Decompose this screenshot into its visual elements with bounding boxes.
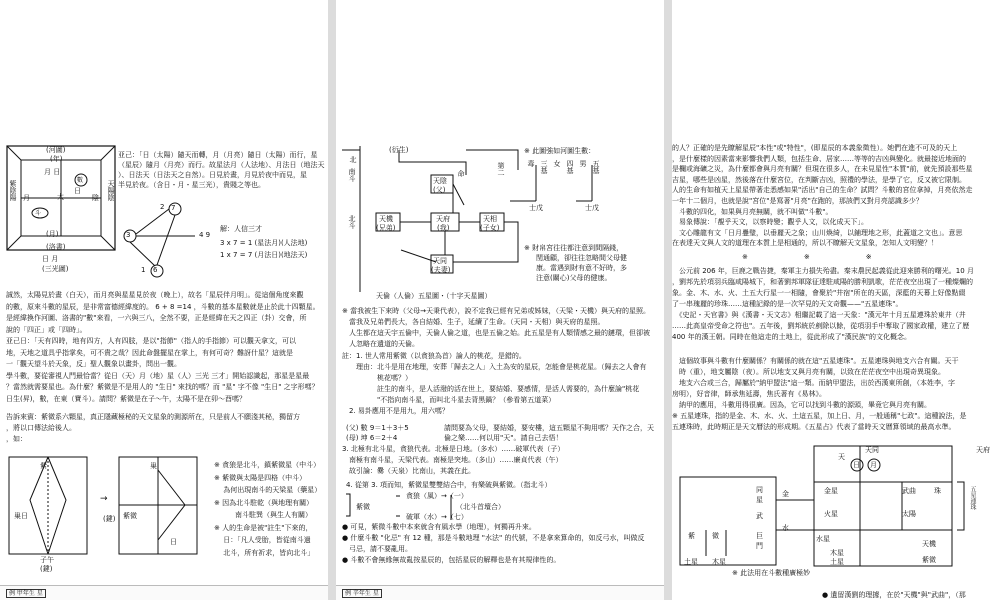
moon-circle-label: 月	[870, 461, 877, 469]
text-line: 2. 易卦應用不是用九，用六嗎？	[342, 407, 449, 415]
num-7: 7	[171, 204, 176, 212]
formula-note-2: 倫之樂……何以用"天"。請自己去悟！	[444, 434, 563, 442]
text-line: 在表達天文與人文的道理在本質上是相通的，所以不瞭解天文星象，怎知人文明變？！	[672, 239, 938, 248]
beidou-side: 北	[349, 156, 357, 163]
text-line: 註：1. 世人常用紫微（以貪狼為首）論人的桃花，是錯的。	[342, 352, 526, 360]
pojun-label: 破軍（水）→（七）	[406, 513, 468, 521]
num-2: 2	[160, 203, 165, 211]
column-label: 女	[553, 160, 561, 167]
text-line: ，是什麼樣的因素當來影響我們人類，包括生命、居家……等等的吉凶與變化。就最接近地面的	[672, 154, 966, 163]
column-label: 毒	[527, 160, 535, 167]
hetu-top-label: (河圖)	[46, 146, 66, 154]
tu-label: 土星	[830, 558, 844, 566]
right-note-2: ※ 財帛宮往往都注意到間隔錢，	[524, 244, 624, 252]
sanguang-caption: (三光圖)	[42, 265, 69, 273]
left-side-label: 紫陰陽	[9, 180, 17, 201]
text-line: 弓忌，請不要亂用。	[342, 545, 412, 553]
taiyang-label: 太陽	[902, 510, 916, 518]
text-line: 北斗，所有祈求，皆向北斗」	[214, 548, 315, 557]
arrow-icon: →	[100, 494, 108, 504]
text-line: 文心雕龍有文「日月疊璧，以垂麗天之象；山川煥綺，以鋪理地之形，此蓋道之文也」。意思	[672, 228, 963, 237]
box2-bottom: 日	[170, 538, 177, 546]
solution-2: 3 x 7 = 1 (星法月)(人法地)	[220, 239, 308, 247]
text-line: 地支六合或三合，歸屬於"納甲盟法"這一類。而納甲盟法，出於西漢東所創，（本姓李，字	[672, 379, 955, 387]
box2-top: 巢	[150, 462, 157, 470]
text-line: 南斗駐巽（與生人有關）	[214, 511, 312, 519]
column-label: 四基	[566, 160, 574, 174]
text-line: 是欄或海礦之災，為什麼都會與月亮有關？但現在很多人，在未見星性"本質"前，就先預設那些星	[672, 165, 973, 174]
formula-2: (母) 坤 6＝2＋4	[346, 434, 398, 442]
jinxing-label: 金星	[824, 487, 838, 495]
men-label: 門	[756, 542, 763, 550]
solution-3: 1 x 7 = 7 (月法日)(地法天)	[220, 251, 308, 259]
box1-left: 巢日	[14, 512, 28, 520]
text-line: ※ 五星連珠，指的是金、木、水、火、土這五星，加上日、月，一般通稱"七政"。這種說法，是	[672, 412, 967, 420]
zi-bottom: 紫	[688, 532, 695, 540]
text-line: 說的「四正」或「四時」。	[6, 325, 87, 334]
text-line: 時（重），地支屬陰（夜）。所以地支又與月亮有關，以致在茫茫夜空中出現奇異現象。	[672, 368, 945, 376]
tianyin-label: 天陰	[433, 177, 447, 185]
text-line: 亚己日：「天有四時，地有四方，人有四肢，是以"指節"（指人的手指節）可以觀天拿文，可以	[6, 337, 296, 345]
ju-label: 巨	[756, 532, 763, 540]
footer-bar-2	[336, 585, 664, 600]
year-label: (年)	[50, 155, 63, 163]
tianlun-caption: 天倫（人倫）五星圖・（十字天星圖）	[376, 292, 492, 300]
text-line: 《史記・天官書》與《漢書・天文志》相繼記載了這一天象："漢元年十月五星連珠於東井（井	[672, 311, 966, 319]
text-line: 這個故事與斗數有什麼關係？有關係的就在這"五星連珠"。五星連珠與地支六合有關。天干	[672, 357, 959, 365]
text-line: 南極有南斗星，天梁代表。南極是突地。（多山）……廉貞代表（午）	[342, 456, 563, 464]
page-right	[672, 0, 1000, 600]
column-label: 男	[579, 160, 587, 167]
muxing-bottom: 木星	[712, 558, 726, 566]
text-line: 日生(昇)，數，在東（寶斗）。請問？紫微是在子～午，太陽不是在卯～酉嗎？	[6, 394, 246, 403]
axis-left-label: 月	[23, 194, 30, 202]
text-line: 五連珠時，此時期正是天文曆法的形成期。《五星占》代表了當時天文曆算領域的最高水準。	[672, 423, 956, 431]
text-line: 是經緯換作河圖、洛書的"數"來看，一六與三八，全然不要，正是經緯在天之四正（卦）交會，所	[6, 314, 307, 322]
right-note-3: 閏通顧，卻往往忽略間父母健	[536, 254, 627, 262]
axis-right-label: 陰	[92, 194, 99, 202]
siblings-label: (兄弟)	[376, 224, 396, 232]
text-line: 理由：北斗是用在地理，安葬「歸去之人」入土為安的星辰，怎能會是桃花星。（歸去之人會有	[342, 363, 647, 371]
wu-label: 武	[756, 512, 763, 520]
tiantong-top: 天同	[865, 446, 879, 454]
text-line: 象。金、木、水、火、土五大行星一一相隨，會聚於"井宿"所在的天區，深藍的天幕上好像點綴	[672, 289, 966, 297]
nandou-label: 南斗	[348, 168, 356, 182]
text-line: ※ 當我被生下來時（父母→天秉代表），說不定我已經有兄弟或姊妹，（天梁・天機）與天府的星照。	[342, 307, 650, 315]
xing-label: 星	[756, 496, 763, 504]
text-line: ※ 貪狼是北斗，鎮紫微星（中斗）	[214, 461, 321, 469]
text-line: ※ 人的生命是被"註生"下來的，	[214, 523, 313, 532]
tianfu-label: 天府	[436, 215, 450, 223]
text-line: 一「觀天望斗於天象，反」聖人觀象以畫卦，問出一觀。	[6, 360, 181, 368]
numeral-circle-label: 數	[77, 177, 84, 184]
text-line: 房明），好音律，師承焦延壽，焦氏著有《易林》。	[672, 390, 826, 398]
sun-glyph: 日	[74, 187, 81, 195]
ziwei-label-r: 紫微	[922, 556, 936, 564]
beidou-label: 北斗	[348, 215, 356, 229]
text-line: ？當然就需要星也。為什麼？紫微是不是用人的 "生日" 來找的嗎？而 "星" 字不像 "生日" 之字形嗎？	[6, 383, 319, 391]
text-line: ※ 紫微與太陽是四格（中斗）	[214, 473, 307, 482]
footer-label-2: 例 辛年生 星	[342, 589, 382, 598]
ming-label: 命	[457, 170, 465, 177]
text-line: 一年十二個月，也就是說"宮位"是寫著"月亮"在跑的，那該們又對月亮認識多少？	[672, 197, 923, 205]
yansheng-tag: (衍生)	[389, 146, 409, 154]
text-line: ● 可見，紫微斗數中本來就含有風水學（地理），何獨再升來。	[342, 523, 536, 531]
text-line: 公元前 206 年，巨鹿之戰告捷，秦軍主力損失殆盡。秦末農民起義從此迎來勝利的曙光。10 月	[672, 267, 974, 275]
sun-circle-label: 日	[853, 461, 860, 469]
text-line: 人忽略在遺道的天倫。	[342, 340, 419, 348]
text-line: 人生都在這天宇五倫中，天倫人倫之道，也是五倫之始。此五星是有人類情感之最的鏈環，但卻被	[342, 329, 650, 337]
box1-bottom: 子午	[40, 556, 54, 564]
page-left	[0, 0, 328, 600]
mu-label: 木星	[830, 549, 844, 557]
father-label: (父)	[433, 186, 446, 194]
beidou-combo-label: （北斗首壇合）	[456, 503, 505, 511]
right-note-1: ※ 此圖強如河圖生數：	[524, 147, 596, 155]
formula-note-1: 請問要為父母，要結婚，要安樓，這五顆星不夠用嗎？天作之合，天	[444, 424, 654, 432]
text-line: 的人？正確的是先瞭解星辰"本性"或"特性"，(即星辰的本義象徵性）。她們在進不可及的天上	[672, 144, 958, 152]
text-line: ※ 因為北斗駐乾（與地理有關）	[214, 498, 314, 507]
spouse-label: (夫妻)	[431, 266, 451, 274]
gutter-2	[664, 0, 672, 600]
text-line: 3. 北極有北斗星，貪狼代表。北極是日地。（多水）……破軍代表（子）	[342, 445, 565, 453]
children-label: (子女)	[480, 224, 500, 232]
right-note-4: 康。當遇到財有意不好時，多	[536, 264, 627, 272]
item-4: 4. 從第 3. 項而知，紫微星雙雙結合中，有樂破與紫微。（指北斗）	[346, 481, 552, 489]
text-line: 易象傳說：「覩乎天文，以察時變；觀乎人文，以化成天下」。	[672, 218, 868, 227]
text-line: 斗數的四化，如果與月亮無關，就不叫做"斗數"。	[672, 207, 833, 216]
num-1: 1	[141, 266, 146, 274]
dou-glyph: 斗	[35, 210, 42, 217]
num-3: 3	[126, 231, 131, 239]
shui-side-label: 水	[782, 524, 789, 532]
tong-label: 同	[756, 486, 763, 494]
key-note: (鍵)	[103, 515, 116, 523]
text-line: 人的生命有如植天上星星帶著走悉感如果"活出"自己的生命？試問？斗數的宮位拿掉，月亮依然走	[672, 186, 973, 195]
sun-moon-label: 日 月	[42, 255, 59, 263]
text-line: "不指向南斗星，而叫北斗星去背黑鍋？（參看第五道菜）	[342, 396, 556, 404]
column-label: 五基	[592, 160, 600, 174]
text-line: ，如：	[6, 435, 27, 443]
jin-side-label: 金	[782, 490, 789, 498]
di-label: 第二	[497, 162, 505, 176]
moon-sun-label: 月 日	[44, 168, 61, 176]
text-line: 告訴來賓：紫微系六顆星，真正隱藏極秘的天文星象的測源所在，只是前人不願淺其秘，獨留方	[6, 413, 300, 421]
shi-label-1: 士戊	[529, 204, 543, 212]
page-middle	[336, 0, 664, 600]
text-line: 誠然，太陽見於晝（白天），而月亮與星星見於夜（晚上），故名「星辰伴月明」。從這個角度來觀	[6, 291, 304, 299]
stars-divider: ※ ※ ※	[742, 253, 872, 261]
center-glyph: 太	[57, 193, 64, 201]
top-text-1: 亚己：「日（太陽）隨天而轉，月（月亮）隨日（太陽）而行，星	[118, 151, 318, 159]
tuxing-bottom: 土星	[684, 558, 698, 566]
zhu-label: 珠	[934, 487, 941, 495]
box1-note: (鍵)	[40, 565, 53, 573]
text-line: 地，天地之道具乎指掌矣，可不貴之哉？因此命盤擺星在掌上，有何可奇？難訝什星？這就是	[6, 348, 293, 357]
text-line: 吉星，哪些是凶星，然後落在什麼宮位，在判斷吉凶，照禮的學法，是學了它，反又被它限制。	[672, 175, 966, 184]
right-note-5: 注意(關心)父母的健康。	[536, 274, 612, 282]
text-line: 的數，原來斗數的星辰，是非常富德經緯度的。 6 + 8 =14 ，斗數的基本星數就是止於此十四顆星。	[6, 302, 320, 311]
tiantong-label: 天同	[433, 257, 447, 265]
tianji-label-r: 天機	[922, 540, 936, 548]
huoxing-label: 火星	[824, 510, 838, 518]
wuqu-label: 武曲	[902, 487, 916, 495]
top-text-2: （星辰）隨月（月亮）而行。故星法月（人法地）、月法日（地法天	[118, 161, 325, 169]
text-line: 為何出現南斗的天梁星（藥星）	[214, 486, 322, 494]
wuxing-lianzhu-label: 五星連珠	[969, 486, 976, 510]
text-line: ，劉邦先於項羽兵臨咸陽城下，和著劉邦軍隊征達駐咸陽的勝利凱歌，茫茫夜空出現了一種燦爛的	[672, 278, 973, 286]
text-line: 日：「凡人受胎，皆從南斗過	[214, 536, 311, 544]
text-line: 學斗數，要從審視人門最恰當？從日（天）月（地）星（人）三光 三才」開始認識起，那星是星最	[6, 371, 310, 380]
text-line: ……此高皇帝受命之符也"。五年後，劉邦統於剷除以餘，從項羽手中奪取了國家政權，建立了歷	[672, 322, 970, 330]
footer-label: 例 甲年生 星	[6, 589, 46, 598]
month-label: (月)	[46, 230, 59, 238]
tianji-label: 天機	[379, 215, 393, 223]
top-text-4: 半見於夜。（含日・月・星三光），貴賤之等也。	[118, 181, 265, 189]
text-line: ● 斗數不會無緣無故亂按星辰的，包括星辰的解釋也是有其規律性的。	[342, 556, 561, 564]
tianyan-label: 天	[838, 453, 845, 461]
text-line: 納甲的應用，斗數用得很廣。因為，它可以找到斗數的源頭，畢竟它與月亮有關。	[672, 401, 931, 409]
footer-bar	[0, 585, 328, 600]
text-line: 了一串瑰麗的珍珠……這種記錄的是一次罕見的天文奇觀——"五星連珠"。	[672, 300, 903, 308]
num-6: 6	[153, 266, 158, 274]
text-line: 註生的南斗，是人活潑的活在世上，要結婚、要感情，是活人需要的，為什麼論"桃花	[342, 385, 640, 393]
top-text-3: ）、日法天（日法天之自然）。日見於晝，月見於夜中而見，星	[118, 171, 307, 179]
right-side-label: 天陽陰	[107, 180, 115, 201]
text-line: ● 什麼斗數 "化忌" 有 12 種，那是斗數地理 "水法" 的代號，不是拿來算命的，如反弓水，叫做反	[342, 534, 645, 542]
last-note: ● 遺留漢劉的理據，在於"天機"與"武曲"，（那	[822, 591, 966, 599]
text-line: 當我及兄弟們長大，各自結婚、生子，延續了生命。（天同・天相）與天府的星照。	[342, 318, 605, 326]
text-line: 400 年的漢王朝。同時在他這走的土地上，從此形成了"漢民族"的文化概念。	[672, 333, 912, 341]
text-line: ，將以口傳法給後人。	[6, 424, 76, 432]
diagram-caption: ※ 此法用在斗數種廣極妙	[732, 569, 811, 577]
shi-label-2: 士戊	[585, 204, 599, 212]
taohua-label: 天府	[976, 446, 990, 454]
solution-1: 解：人信三才	[220, 225, 262, 233]
text-line: 故引論：爨（天泉）比南山，其義在此。	[342, 467, 475, 475]
num-49: 4 9	[199, 231, 211, 239]
box2-left: 紫微	[123, 512, 137, 520]
tianxiang-label: 天相	[483, 215, 497, 223]
self-label: (我)	[437, 224, 450, 232]
luoshu-label: (洛書)	[46, 243, 66, 251]
ziwei-label: 紫微	[356, 503, 370, 511]
tanlang-label: 貪狼（風）→（一）	[406, 492, 468, 500]
column-label: 三基	[540, 160, 548, 174]
wei-bottom: 微	[712, 532, 719, 540]
text-line: 桃花嗎？）	[342, 374, 412, 382]
shuixing-label: 水星	[816, 535, 830, 543]
box1-top: 紫	[40, 462, 47, 470]
gutter-1	[328, 0, 336, 600]
formula-1: (父) 數 9＝1＋3＋5	[346, 424, 409, 432]
